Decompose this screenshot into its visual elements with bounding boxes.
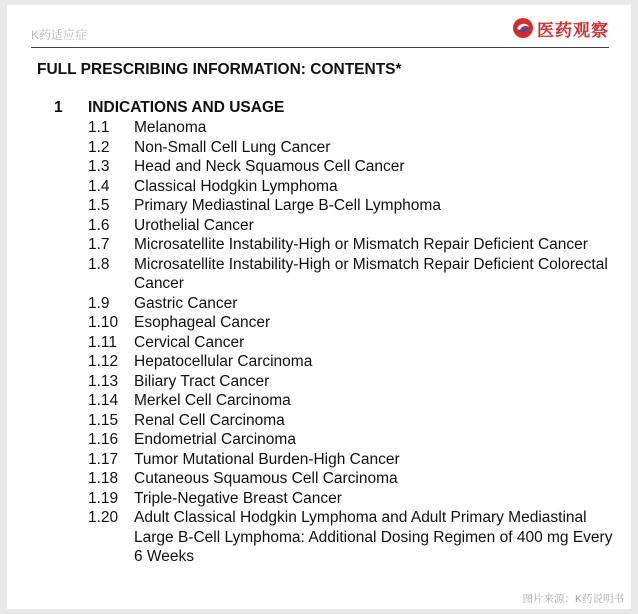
item-number: 1.13: [88, 372, 119, 390]
item-number: 1.6: [88, 216, 110, 234]
list-item: [88, 157, 614, 177]
item-number: 1.18: [88, 470, 119, 487]
item-text: Hepatocellular Carcinoma: [134, 353, 313, 370]
image-source-note: 图片来源：K药说明书: [522, 593, 624, 605]
item-text: Tumor Mutational Burden-High Cancer: [134, 450, 400, 468]
brand-logo: [512, 15, 609, 41]
list-item: [88, 430, 614, 450]
item-text: Microsatellite Instability-High or Mismatch Repair Deficient Colorectal Cancer: [134, 255, 608, 292]
list-item: [88, 177, 614, 197]
item-text: Triple-Negative Breast Cancer: [134, 489, 342, 507]
item-number: 1.17: [88, 450, 119, 468]
item-number: 1.10: [88, 314, 119, 331]
item-number: 1.19: [88, 489, 119, 507]
list-item: [88, 235, 614, 255]
item-text: Primary Mediastinal Large B-Cell Lymphoma: [134, 197, 441, 214]
item-number: 1.1: [88, 119, 110, 136]
item-text: Cervical Cancer: [134, 333, 245, 351]
list-item: [88, 469, 614, 489]
item-text: Urothelial Cancer: [134, 216, 254, 234]
item-text: Gastric Cancer: [134, 294, 238, 312]
item-text: Adult Classical Hodgkin Lymphoma and Adult Primary Mediastinal Large B-Cell Lymphoma: Additional Dosing Regimen of 400 mg Every 6 Weeks: [134, 509, 613, 565]
header-label: K药适应症: [31, 28, 88, 42]
swirl-logo-icon: [512, 17, 534, 39]
item-text: Renal Cell Carcinoma: [134, 411, 285, 429]
item-number: 1.15: [88, 411, 119, 429]
item-number: 1.5: [88, 197, 110, 214]
list-item: [88, 333, 614, 353]
item-number: 1.20: [88, 509, 119, 526]
item-number: 1.9: [88, 294, 110, 312]
item-number: 1.12: [88, 353, 119, 370]
item-text: Endometrial Carcinoma: [134, 431, 296, 448]
item-text: Merkel Cell Carcinoma: [134, 392, 291, 409]
list-item: [88, 313, 614, 333]
list-item: [88, 216, 614, 236]
list-item: [88, 118, 614, 138]
list-item: [88, 352, 614, 372]
item-number: 1.11: [88, 333, 118, 351]
section-indications: [54, 98, 614, 567]
list-item: [88, 255, 614, 294]
list-item: [88, 391, 614, 411]
list-item: [88, 489, 614, 509]
section-title: INDICATIONS AND USAGE: [88, 99, 285, 116]
section-heading: [54, 98, 614, 118]
list-item: [88, 138, 614, 158]
item-number: 1.16: [88, 431, 119, 448]
item-text: Head and Neck Squamous Cell Cancer: [134, 158, 405, 175]
item-text: Esophageal Cancer: [134, 314, 271, 331]
page-header: [31, 13, 609, 48]
indication-list: [54, 118, 614, 567]
item-text: Non-Small Cell Lung Cancer: [134, 138, 331, 156]
item-text: Biliary Tract Cancer: [134, 372, 270, 390]
document-page: [7, 5, 631, 609]
item-text: Cutaneous Squamous Cell Carcinoma: [134, 470, 398, 487]
list-item: [88, 294, 614, 314]
section-number: 1: [54, 99, 63, 116]
list-item: [88, 372, 614, 392]
item-number: 1.8: [88, 255, 110, 273]
item-number: 1.14: [88, 392, 119, 409]
list-item: [88, 196, 614, 216]
list-item: [88, 411, 614, 431]
item-number: 1.3: [88, 158, 110, 175]
list-item: [88, 508, 614, 567]
list-item: [88, 450, 614, 470]
item-number: 1.2: [88, 138, 110, 156]
item-text: Melanoma: [134, 119, 207, 136]
item-text: Classical Hodgkin Lymphoma: [134, 177, 338, 195]
document-title: FULL PRESCRIBING INFORMATION: CONTENTS*: [37, 61, 402, 78]
item-number: 1.4: [88, 177, 110, 195]
logo-text: 医药观察: [537, 20, 609, 41]
item-text: Microsatellite Instability-High or Mismatch Repair Deficient Cancer: [134, 236, 588, 253]
item-number: 1.7: [88, 236, 110, 253]
